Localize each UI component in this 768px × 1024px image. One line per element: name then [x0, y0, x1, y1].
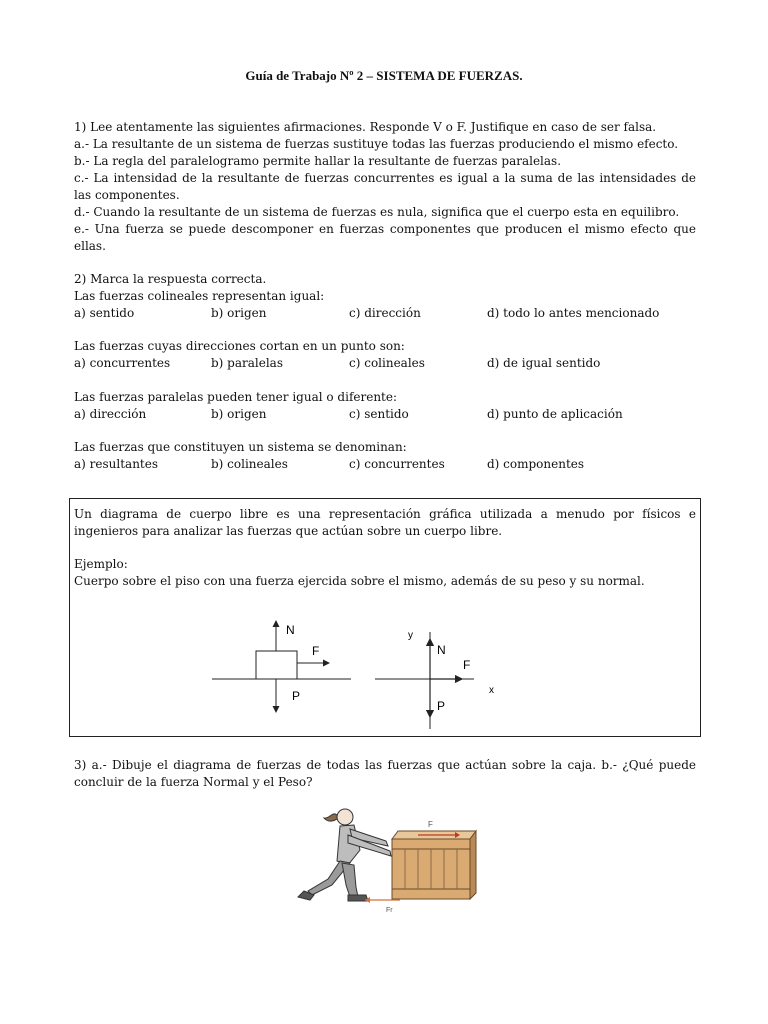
label-x: x: [489, 685, 494, 696]
q2-stem-4: Las fuerzas que constituyen un sistema se denominan:: [74, 440, 407, 454]
option[interactable]: c) dirección: [349, 306, 421, 320]
option[interactable]: a) resultantes: [74, 457, 158, 471]
block: [256, 651, 297, 679]
q1-item-b: b.- La regla del paralelogramo permite hallar la resultante de fuerzas paralelas.: [74, 154, 562, 168]
label-n: N: [286, 623, 295, 637]
friction-force-label: Fr: [386, 907, 393, 914]
q1-intro: 1) Lee atentamente las siguientes afirmaciones. Responde V o F. Justifique en caso de ser falsa.: [74, 120, 657, 134]
diagrams: [70, 499, 700, 736]
option[interactable]: c) colineales: [349, 356, 425, 370]
label-f: F: [312, 644, 320, 658]
page-title: Guía de Trabajo Nº 2 – SISTEMA DE FUERZAS.: [245, 68, 523, 83]
q2-stem-1: Las fuerzas colineales representan igual:: [74, 289, 325, 303]
label-n: N: [437, 643, 446, 657]
block-diagram: [212, 621, 351, 712]
option[interactable]: c) sentido: [349, 407, 409, 421]
q1-item-d: d.- Cuando la resultante de un sistema de fuerzas es nula, significa que el cuerpo esta en equilibro.: [74, 205, 680, 219]
label-p: P: [292, 689, 301, 703]
q1-item-a: a.- La resultante de un sistema de fuerzas sustituye todas las fuerzas produciendo el mismo efecto.: [74, 137, 679, 151]
option[interactable]: a) dirección: [74, 407, 147, 421]
option[interactable]: d) punto de aplicación: [487, 407, 623, 421]
q2-stem-2: Las fuerzas cuyas direcciones cortan en un punto son:: [74, 339, 405, 353]
q2-stem-3: Las fuerzas paralelas pueden tener igual o diferente:: [74, 390, 398, 404]
option[interactable]: a) concurrentes: [74, 356, 171, 370]
option[interactable]: a) sentido: [74, 306, 135, 320]
option[interactable]: b) origen: [211, 306, 267, 320]
option[interactable]: d) componentes: [487, 457, 585, 471]
option[interactable]: b) colineales: [211, 457, 288, 471]
option[interactable]: b) paralelas: [211, 356, 283, 370]
q1-item-c: c.- La intensidad de la resultante de fuerzas concurrentes es igual a la suma de las intensidades de las componentes.: [74, 171, 696, 202]
example-text: Cuerpo sobre el piso con una fuerza ejercida sobre el mismo, además de su peso y su normal.: [74, 574, 645, 588]
option[interactable]: b) origen: [211, 407, 267, 421]
option[interactable]: d) de igual sentido: [487, 356, 601, 370]
person-pushing-box-illustration: [290, 805, 490, 915]
option[interactable]: d) todo lo antes mencionado: [487, 306, 660, 320]
push-force-label: F: [428, 820, 433, 829]
person-head: [337, 809, 353, 825]
axes-diagram: [375, 630, 494, 729]
q2-intro: 2) Marca la respuesta correcta.: [74, 272, 267, 286]
box-paragraph: Un diagrama de cuerpo libre es una representación gráfica utilizada a menudo por físicos e ingenieros para analizar las fuerzas que actúan sobre un cuerpo libre.: [74, 507, 696, 538]
label-f: F: [463, 658, 471, 672]
wooden-crate: [392, 831, 476, 899]
person-figure: [298, 809, 391, 901]
label-p: P: [437, 699, 446, 713]
q1-item-e: e.- Una fuerza se puede descomponer en fuerzas componentes que producen el mismo efecto que ellas.: [74, 222, 696, 253]
q3-text: 3) a.- Dibuje el diagrama de fuerzas de todas las fuerzas que actúan sobre la caja. b.- ¿Qué puede concluir de la fuerza Normal y el Peso?: [74, 758, 696, 789]
free-body-diagram-box: [69, 498, 701, 737]
person-leg-front: [342, 863, 358, 897]
label-y: y: [408, 630, 413, 641]
example-label: Ejemplo:: [74, 557, 128, 571]
ponytail: [324, 814, 337, 821]
option[interactable]: c) concurrentes: [349, 457, 445, 471]
